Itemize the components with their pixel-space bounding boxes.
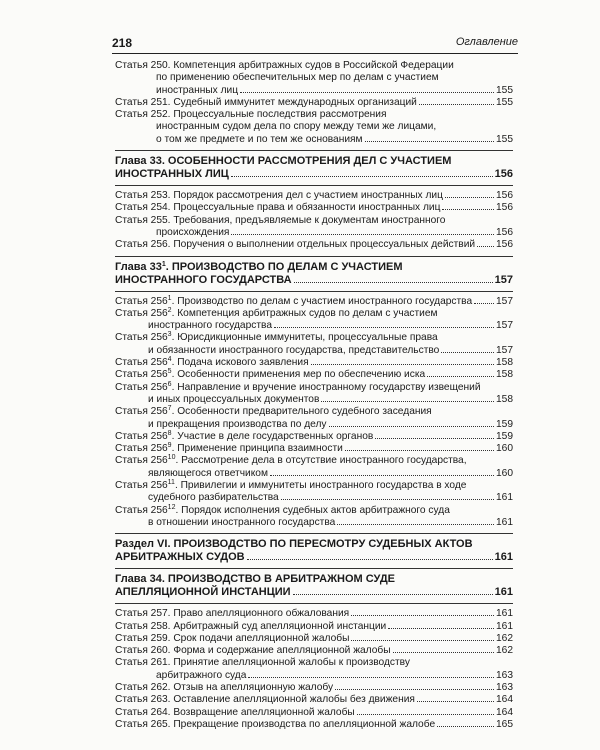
- toc-line-text: Глава 34. ПРОИЗВОДСТВО В АРБИТРАЖНОМ СУДЕ: [115, 573, 396, 586]
- toc-page-number: 159: [496, 418, 513, 430]
- toc-page-number: 164: [496, 706, 513, 718]
- toc-line-text: Статья 256. Поручения о выполнении отдельных процессуальных действий: [115, 239, 476, 251]
- toc-line-text: ИНОСТРАННЫХ ЛИЦ: [115, 168, 229, 181]
- toc-entry: [115, 694, 513, 706]
- toc-line: [115, 227, 513, 239]
- toc-entry: [115, 633, 513, 645]
- toc-line-text: иностранным судом дела по спору между теми же лицами,: [156, 121, 437, 133]
- toc-line: [115, 320, 513, 332]
- dot-leader: [231, 175, 493, 177]
- toc-line: [115, 707, 513, 719]
- toc-line-text: АПЕЛЛЯЦИОННОЙ ИНСТАНЦИИ: [115, 586, 291, 599]
- toc-line: [115, 60, 513, 72]
- toc-line-text: Статья $256^2$. Компетенция арбитражных судов по делам с участием: [115, 306, 438, 319]
- toc-line-text: происхождения: [156, 226, 230, 238]
- toc-line-text: Статья 261. Принятие апелляционной жалобы к производству: [115, 657, 410, 669]
- toc-line: [115, 332, 513, 344]
- toc-entry: [115, 621, 513, 633]
- dot-leader: [477, 245, 494, 247]
- dot-leader: [375, 437, 494, 439]
- toc-line: [115, 72, 513, 84]
- toc-page-number: 157: [496, 320, 513, 332]
- toc-page-number: 158: [496, 393, 513, 405]
- dot-leader: [321, 400, 494, 402]
- toc-line-text: и обязанности иностранного государства, представительство: [148, 344, 440, 356]
- toc-line-text: иностранного государства: [148, 320, 272, 332]
- superscript-index: 5: [167, 368, 172, 376]
- toc-line: [115, 85, 513, 97]
- toc-line: [115, 382, 513, 394]
- toc-entry: [115, 97, 513, 109]
- toc-line-text: Статья $256^6$. Направление и вручение иностранному государству извещений: [115, 380, 481, 393]
- dot-leader: [388, 627, 494, 629]
- toc-line-text: Статья $256^{12}$. Порядок исполнения судебных актов арбитражного суда: [115, 503, 450, 516]
- toc-entry: [115, 382, 513, 407]
- toc-line: [115, 538, 513, 551]
- toc-line: [115, 190, 513, 202]
- toc-line-text: Статья 252. Процессуальные последствия рассмотрения: [115, 109, 387, 121]
- toc-line: [115, 657, 513, 669]
- toc-line: [115, 308, 513, 320]
- toc-entry: [115, 296, 513, 308]
- toc-line: [115, 202, 513, 214]
- toc-line: [115, 431, 513, 443]
- section-divider: [115, 568, 513, 569]
- toc-entry: [115, 682, 513, 694]
- dot-leader: [231, 233, 494, 235]
- toc-line-text: Статья 251. Судебный иммунитет международных организаций: [115, 96, 417, 108]
- dot-leader: [351, 614, 494, 616]
- toc-page-number: 160: [496, 443, 513, 455]
- toc-entry: [115, 719, 513, 731]
- toc-line-text: Статья $256^4$. Подача искового заявления: [115, 356, 309, 369]
- toc-line-text: о том же предмете и по тем же основаниям: [156, 133, 363, 145]
- section-divider: [115, 185, 513, 186]
- table-of-contents: [115, 60, 513, 731]
- toc-entry: [115, 431, 513, 443]
- toc-line-text: Статья 255. Требования, предъявляемые к документам иностранного: [115, 214, 446, 226]
- toc-page-number: 161: [496, 608, 513, 620]
- toc-page-number: 157: [496, 295, 513, 307]
- toc-page-number: 160: [496, 467, 513, 479]
- toc-line-text: по применению обеспечительных мер по делам с участием: [156, 72, 439, 84]
- toc-line: [115, 168, 513, 181]
- toc-line-text: Глава $33^1$. ПРОИЗВОДСТВО ПО ДЕЛАМ С УЧАСТИЕМ: [115, 260, 403, 273]
- superscript-index: 4: [167, 356, 172, 364]
- dot-leader: [345, 449, 494, 451]
- superscript-index: 10: [167, 454, 176, 462]
- toc-line: [115, 261, 513, 274]
- toc-heading: [115, 155, 513, 181]
- running-title: Оглавление: [455, 36, 518, 48]
- dot-leader: [441, 351, 494, 353]
- superscript-index: 1: [161, 260, 166, 268]
- toc-entry: [115, 645, 513, 657]
- toc-entry: [115, 455, 513, 480]
- superscript-index: 2: [167, 306, 172, 314]
- toc-page-number: 156: [496, 202, 513, 214]
- toc-page-number: 164: [496, 694, 513, 706]
- toc-line: [115, 608, 513, 620]
- superscript-index: 3: [167, 331, 172, 339]
- dot-leader: [437, 725, 494, 727]
- toc-line: [115, 419, 513, 431]
- toc-page-number: 155: [496, 133, 513, 145]
- section-divider: [115, 603, 513, 604]
- toc-entry: [115, 505, 513, 530]
- toc-line-text: Статья 260. Форма и содержание апелляционной жалобы: [115, 645, 391, 657]
- toc-page-number: 158: [496, 357, 513, 369]
- dot-leader: [293, 593, 493, 595]
- superscript-index: 7: [167, 405, 172, 413]
- toc-page-number: 163: [496, 669, 513, 681]
- toc-entry: [115, 190, 513, 202]
- toc-entry: [115, 357, 513, 369]
- toc-line: [115, 480, 513, 492]
- toc-line: [115, 621, 513, 633]
- superscript-index: 9: [167, 442, 172, 450]
- toc-entry: [115, 60, 513, 97]
- toc-line: [115, 645, 513, 657]
- toc-page-number: 161: [496, 492, 513, 504]
- toc-page-number: 162: [496, 632, 513, 644]
- dot-leader: [337, 523, 494, 525]
- dot-leader: [357, 713, 494, 715]
- toc-line: [115, 239, 513, 251]
- toc-entry: [115, 239, 513, 251]
- toc-line-text: Статья $256^{10}$. Рассмотрение дела в отсутствие иностранного государства,: [115, 454, 467, 467]
- section-divider: [115, 150, 513, 151]
- dot-leader: [442, 208, 494, 210]
- toc-line-text: являющегося ответчиком: [148, 467, 268, 479]
- toc-entry: [115, 332, 513, 357]
- dot-leader: [329, 425, 494, 427]
- toc-line-text: Статья 262. Отзыв на апелляционную жалобу: [115, 681, 334, 693]
- toc-page-number: 157: [494, 273, 513, 286]
- toc-page-number: 161: [494, 586, 513, 599]
- toc-line: [115, 633, 513, 645]
- toc-line-text: арбитражного суда: [156, 669, 247, 681]
- dot-leader: [270, 474, 494, 476]
- toc-line-text: Статья 250. Компетенция арбитражных судов в Российской Федерации: [115, 60, 454, 71]
- section-divider: [115, 533, 513, 534]
- toc-entry: [115, 480, 513, 505]
- header-rule: [112, 53, 518, 54]
- toc-page-number: 159: [496, 430, 513, 442]
- toc-line-text: Глава 33. ОСОБЕННОСТИ РАССМОТРЕНИЯ ДЕЛ С УЧАСТИЕМ: [115, 155, 452, 168]
- toc-line: [115, 134, 513, 146]
- superscript-index: 8: [167, 429, 172, 437]
- toc-line: [115, 455, 513, 467]
- toc-line-text: судебного разбирательства: [148, 492, 279, 504]
- toc-line-text: Статья $256^{11}$. Привилегии и иммунитеты иностранного государства в ходе: [115, 479, 467, 492]
- dot-leader: [274, 326, 494, 328]
- toc-line: [115, 694, 513, 706]
- toc-line-text: Статья $256^9$. Применение принципа взаимности: [115, 442, 343, 455]
- toc-line-text: Статья $256^7$. Особенности предварительного судебного заседания: [115, 405, 432, 418]
- toc-page-number: 156: [496, 190, 513, 202]
- toc-page-number: 156: [496, 226, 513, 238]
- toc-line: [115, 274, 513, 287]
- toc-line-text: Статья 265. Прекращение производства по апелляционной жалобе: [115, 718, 436, 730]
- toc-heading: [115, 573, 513, 599]
- toc-page-number: 165: [496, 718, 513, 730]
- toc-line-text: ИНОСТРАННОГО ГОСУДАРСТВА: [115, 273, 292, 286]
- toc-line-text: Статья 254. Процессуальные права и обязанности иностранных лиц: [115, 202, 441, 214]
- toc-page-number: 161: [496, 516, 513, 528]
- dot-leader: [247, 558, 493, 560]
- toc-line-text: Статья $256^8$. Участие в деле государственных органов: [115, 429, 374, 442]
- dot-leader: [311, 363, 494, 365]
- toc-line-text: Статья 257. Право апелляционного обжалования: [115, 608, 350, 620]
- toc-line: [115, 406, 513, 418]
- toc-heading: [115, 538, 513, 564]
- toc-page-number: 161: [494, 551, 513, 564]
- toc-entry: [115, 608, 513, 620]
- toc-line-text: Статья $256^1$. Производство по делам с участием иностранного государства: [115, 294, 473, 307]
- toc-page-number: 163: [496, 681, 513, 693]
- toc-page-number: 156: [496, 239, 513, 251]
- toc-line: [115, 109, 513, 121]
- toc-line: [115, 719, 513, 731]
- toc-line: [115, 682, 513, 694]
- toc-line: [115, 670, 513, 682]
- toc-heading: [115, 261, 513, 287]
- dot-leader: [240, 91, 494, 93]
- toc-line-text: и иных процессуальных документов: [148, 393, 320, 405]
- toc-line: [115, 394, 513, 406]
- toc-line-text: Статья 253. Порядок рассмотрения дел с участием иностранных лиц: [115, 190, 443, 202]
- dot-leader: [365, 140, 494, 142]
- toc-entry: [115, 109, 513, 146]
- toc-line-text: Статья $256^5$. Особенности применения мер по обеспечению иска: [115, 368, 426, 381]
- dot-leader: [335, 688, 494, 690]
- toc-line: [115, 155, 513, 168]
- toc-line-text: Раздел VI. ПРОИЗВОДСТВО ПО ПЕРЕСМОТРУ СУДЕБНЫХ АКТОВ: [115, 538, 473, 551]
- toc-page-number: 161: [496, 620, 513, 632]
- toc-entry: [115, 707, 513, 719]
- dot-leader: [474, 302, 494, 304]
- toc-line-text: иностранных лиц: [156, 84, 239, 96]
- toc-line: [115, 551, 513, 564]
- toc-page-number: 155: [496, 84, 513, 96]
- toc-line-text: Статья 259. Срок подачи апелляционной жалобы: [115, 632, 350, 644]
- toc-line-text: и прекращения производства по делу: [148, 418, 327, 430]
- toc-page-number: 162: [496, 645, 513, 657]
- superscript-index: 12: [167, 503, 176, 511]
- toc-page-number: 158: [496, 369, 513, 381]
- toc-page-number: 157: [496, 344, 513, 356]
- toc-line: [115, 296, 513, 308]
- dot-leader: [294, 281, 493, 283]
- toc-line: [115, 573, 513, 586]
- toc-line: [115, 586, 513, 599]
- dot-leader: [393, 651, 494, 653]
- page-number: 218: [112, 36, 133, 50]
- toc-line: [115, 369, 513, 381]
- toc-line-text: в отношении иностранного государства: [148, 516, 336, 528]
- toc-line-text: Статья $256^3$. Юрисдикционные иммунитеты, процессуальные права: [115, 331, 438, 344]
- dot-leader: [417, 700, 494, 702]
- toc-entry: [115, 202, 513, 214]
- toc-entry: [115, 369, 513, 381]
- toc-entry: [115, 657, 513, 682]
- superscript-index: 11: [167, 479, 175, 487]
- toc-line: [115, 517, 513, 529]
- toc-line-text: Статья 264. Возвращение апелляционной жалобы: [115, 706, 355, 718]
- toc-line: [115, 505, 513, 517]
- section-divider: [115, 291, 513, 292]
- dot-leader: [351, 639, 494, 641]
- dot-leader: [445, 196, 494, 198]
- section-divider: [115, 256, 513, 257]
- dot-leader: [419, 103, 494, 105]
- toc-line-text: Статья 258. Арбитражный суд апелляционной инстанции: [115, 620, 387, 632]
- dot-leader: [281, 498, 494, 500]
- superscript-index: 1: [167, 294, 172, 302]
- toc-line: [115, 97, 513, 109]
- dot-leader: [248, 676, 494, 678]
- toc-line: [115, 121, 513, 133]
- toc-line: [115, 345, 513, 357]
- dot-leader: [427, 375, 494, 377]
- toc-entry: [115, 308, 513, 333]
- toc-line-text: АРБИТРАЖНЫХ СУДОВ: [115, 551, 245, 564]
- toc-entry: [115, 215, 513, 240]
- toc-line: [115, 215, 513, 227]
- toc-page-number: 156: [494, 168, 513, 181]
- toc-entry: [115, 406, 513, 431]
- toc-page-number: 155: [496, 96, 513, 108]
- toc-line: [115, 357, 513, 369]
- toc-line-text: Статья 263. Оставление апелляционной жалобы без движения: [115, 694, 415, 706]
- superscript-index: 6: [167, 380, 172, 388]
